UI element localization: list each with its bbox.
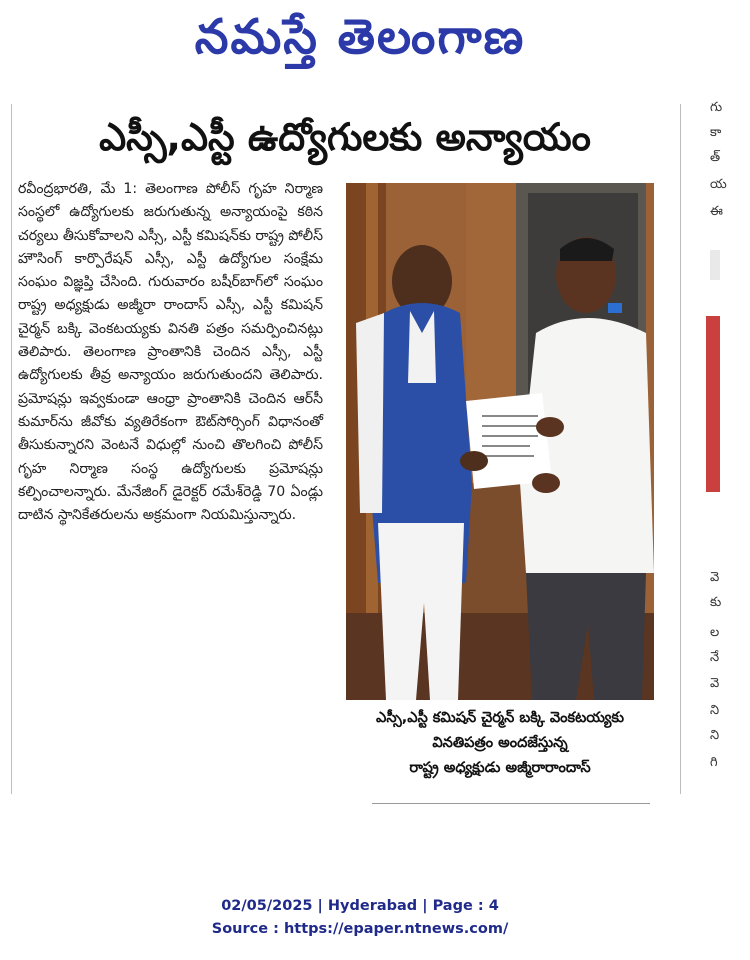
adjacent-text: త్ bbox=[710, 150, 721, 165]
adjacent-text: వె bbox=[710, 676, 720, 691]
adjacent-text: ల bbox=[710, 625, 720, 640]
adjacent-text: కా bbox=[710, 125, 722, 140]
caption-line: ఎస్సీ,ఎస్టీ కమిషన్ చైర్మన్ బక్కి వెంకటయ్యకు bbox=[376, 710, 624, 726]
adjacent-image-fragment bbox=[710, 250, 720, 280]
adjacent-text: ని bbox=[710, 703, 720, 718]
adjacent-text: ని bbox=[710, 728, 720, 743]
photo-caption bbox=[350, 706, 650, 781]
news-photo bbox=[346, 183, 654, 700]
footer-source: Source : https://epaper.ntnews.com/ bbox=[211, 921, 509, 937]
adjacent-text: గి bbox=[710, 755, 718, 770]
column-rule-right bbox=[680, 104, 681, 794]
headline: ఎస్సీ,ఎస్టీ ఉద్యోగులకు అన్యాయం bbox=[99, 115, 591, 159]
caption-divider bbox=[372, 803, 650, 804]
caption-line: రాష్ట్ర అధ్యక్షుడు అజ్మీరారాందాస్ bbox=[409, 760, 591, 776]
caption-line: వినతిపత్రం అందజేస్తున్న bbox=[432, 735, 568, 751]
masthead-title: నమస్తే తెలంగాణ bbox=[194, 9, 526, 65]
adjacent-text: కు bbox=[710, 595, 722, 610]
column-rule-left bbox=[11, 104, 12, 794]
adjacent-text: ఈ bbox=[710, 204, 723, 219]
adjacent-text: వె bbox=[710, 570, 720, 585]
adjacent-text: య bbox=[710, 177, 727, 192]
adjacent-text: గు bbox=[710, 100, 723, 115]
adjacent-text: నే bbox=[710, 650, 720, 665]
footer-date-page: 02/05/2025 | Hyderabad | Page : 4 bbox=[221, 898, 499, 914]
article-body: రవీంద్రభారతి, మే 1: తెలంగాణ పోలీస్ గృహ నిర్మాణ సంస్థలో ఉద్యోగులకు జరుగుతున్న అన్యాయంపై కఠిన చర్యలు తీసుకోవాలని ఎస్సీ, ఎస్టీ కమిషన్‌కు రాష్ట్ర పోలీస్ హౌసింగ్ కార్పొరేషన్ ఎస్సీ, ఎస్టీ ఉద్యోగుల సంక్షేమ సంఘం విజ్ఞప్తి చేసింది. గురువారం బషీర్‌బాగ్‌లో సంఘం రాష్ట్ర అధ్యక్షుడు అజ్మీరా రాందాస్ ఎస్సీ, ఎస్టీ కమిషన్ చైర్మన్ బక్కి వెంకటయ్యకు వినతి పత్రం సమర్పించినట్లు తెలిపారు. తెలంగాణ ప్రాంతానికి చెందిన ఎస్సీ, ఎస్టీ ఉద్యోగులకు తీవ్ర అన్యాయం జరుగుతుందని తెలిపారు. ప్రమోషన్లు ఇవ్వకుండా ఆంధ్రా ప్రాంతానికి చెందిన ఆర్‌సీ కుమార్‌ను జీవోకు వ్యతిరేకంగా ఔట్‌సోర్సింగ్ విధానంతో తీసుకున్నారని వెంటనే విధుల్లో నుంచి తొలగించి పోలీస్ గృహ నిర్మాణ సంస్థ ఉద్యోగులకు ప్రమోషన్లు కల్పించాలన్నారు. మేనేజింగ్ డైరెక్టర్ రమేశ్‌రెడ్డి 70 ఏండ్లు దాటిన స్థానికేతరులను అక్రమంగా నియమిస్తున్నారు. bbox=[18, 181, 324, 524]
adjacent-photo-fragment bbox=[706, 316, 720, 492]
